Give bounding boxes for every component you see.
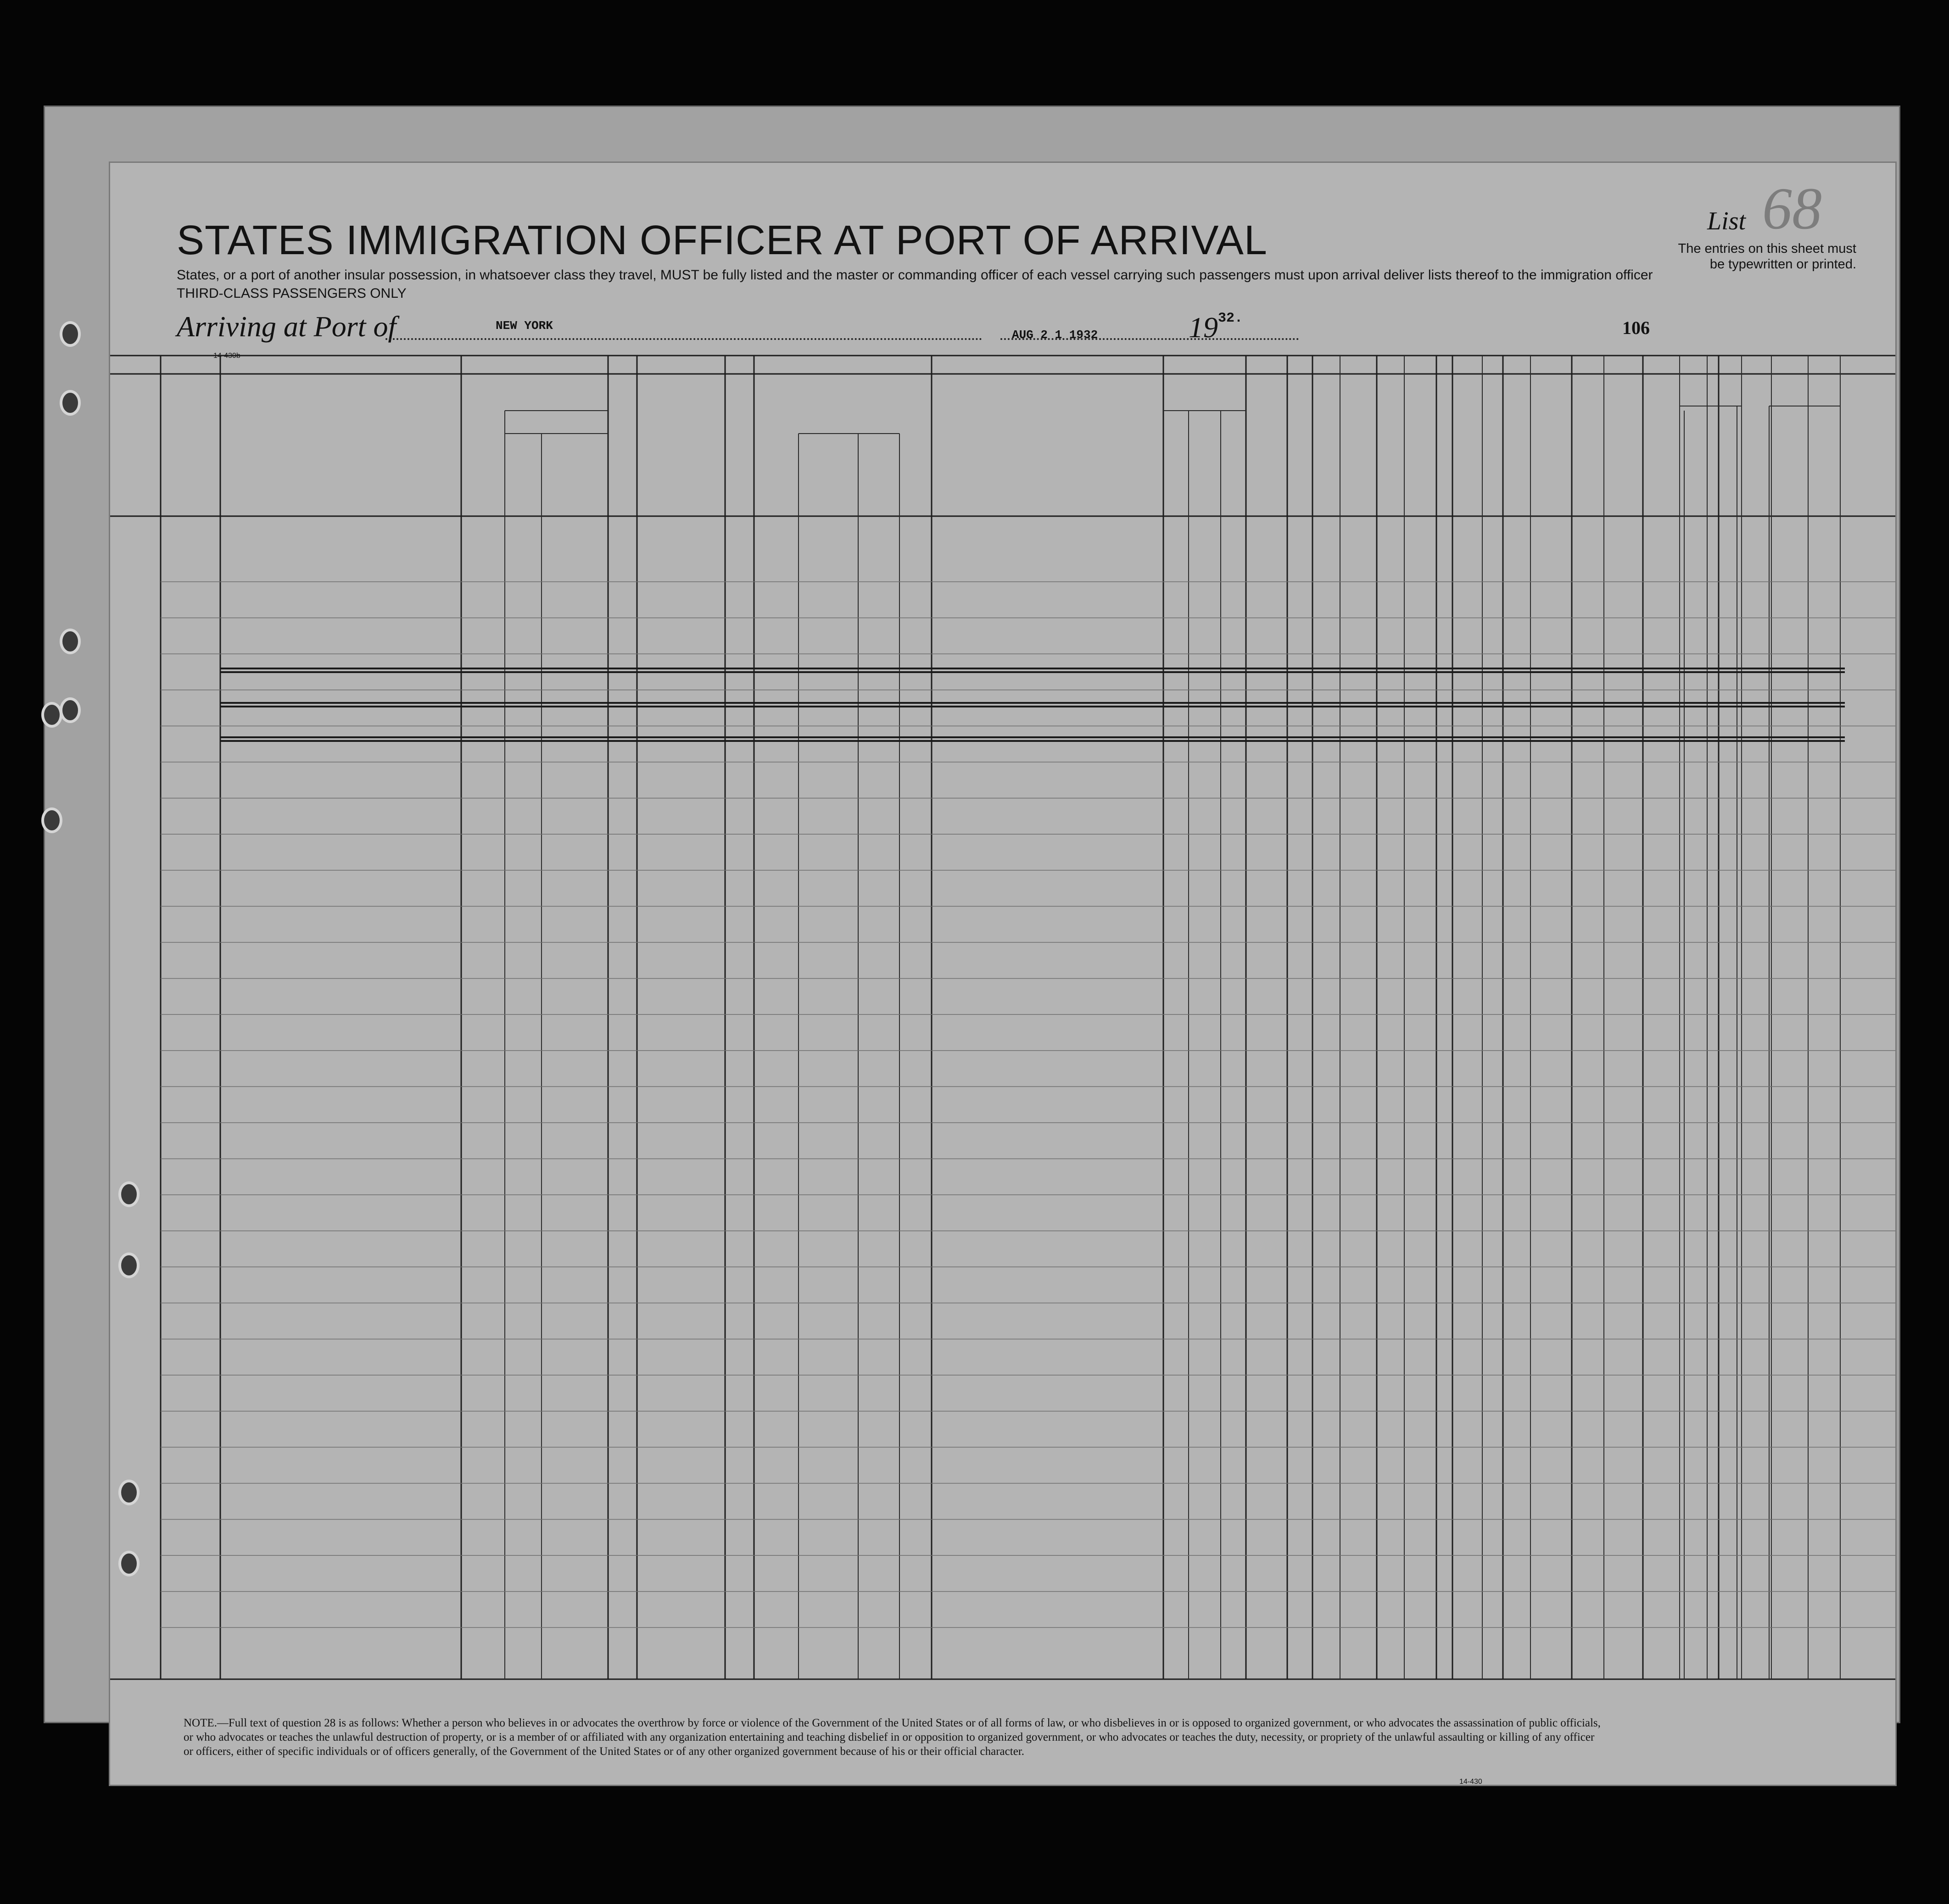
list-number: 68 <box>1762 176 1822 242</box>
binder-hole <box>41 807 62 833</box>
binder-hole <box>60 390 81 416</box>
binder-hole <box>41 702 62 728</box>
arrival-date: AUG 2 1 1932 <box>1012 328 1098 342</box>
binder-hole <box>60 321 81 347</box>
port-value: NEW YORK <box>496 319 553 333</box>
manifest-page <box>110 163 1895 1785</box>
footnote: NOTE.—Full text of question 28 is as follows: Whether a person who believes in or advocates the overthrow by force or violence of the Government of the United States or of all forms of law, or who disbelieves in or is opposed to organized government, or who advocates the assassination of public officials, or who advocates or teaches the unlawful destruction of property, or is a member of or affiliated with any organization entertaining and teaching disbelief in or opposition to organized government, or who advocates or teaches the duty, necessity, or propriety of the unlawful assaulting or killing of any officer or officers, either of specific individuals or of officers generally, of the Government of the United States or of any other organized government because of his or their official character. <box>184 1717 1601 1758</box>
form-number-top: 14-430b <box>213 352 240 360</box>
passenger-class: THIRD-CLASS PASSENGERS ONLY <box>177 286 407 301</box>
year-suffix: 32. <box>1218 311 1243 326</box>
year-prefix: 19 <box>1189 311 1218 344</box>
typed-entries-note: The entries on this sheet must be typewritten or printed. <box>1678 241 1856 272</box>
binder-hole <box>60 697 81 723</box>
form-title: STATES IMMIGRATION OFFICER AT PORT OF ARRIVAL <box>177 217 1268 263</box>
page-number: 106 <box>1622 317 1650 338</box>
arriving-label: Arriving at Port of <box>177 310 397 343</box>
instructions-text: States, or a port of another insular possession, in whatsoever class they travel, MUST be fully listed and the master or commanding officer of each vessel carrying such passengers must upon arrival deliver lists thereof to the immigration officer <box>177 267 1653 283</box>
table-grid <box>110 163 1895 1785</box>
binder-hole <box>60 629 81 654</box>
list-label: List <box>1707 207 1746 235</box>
form-number-bottom: 14-430 <box>1459 1778 1482 1786</box>
